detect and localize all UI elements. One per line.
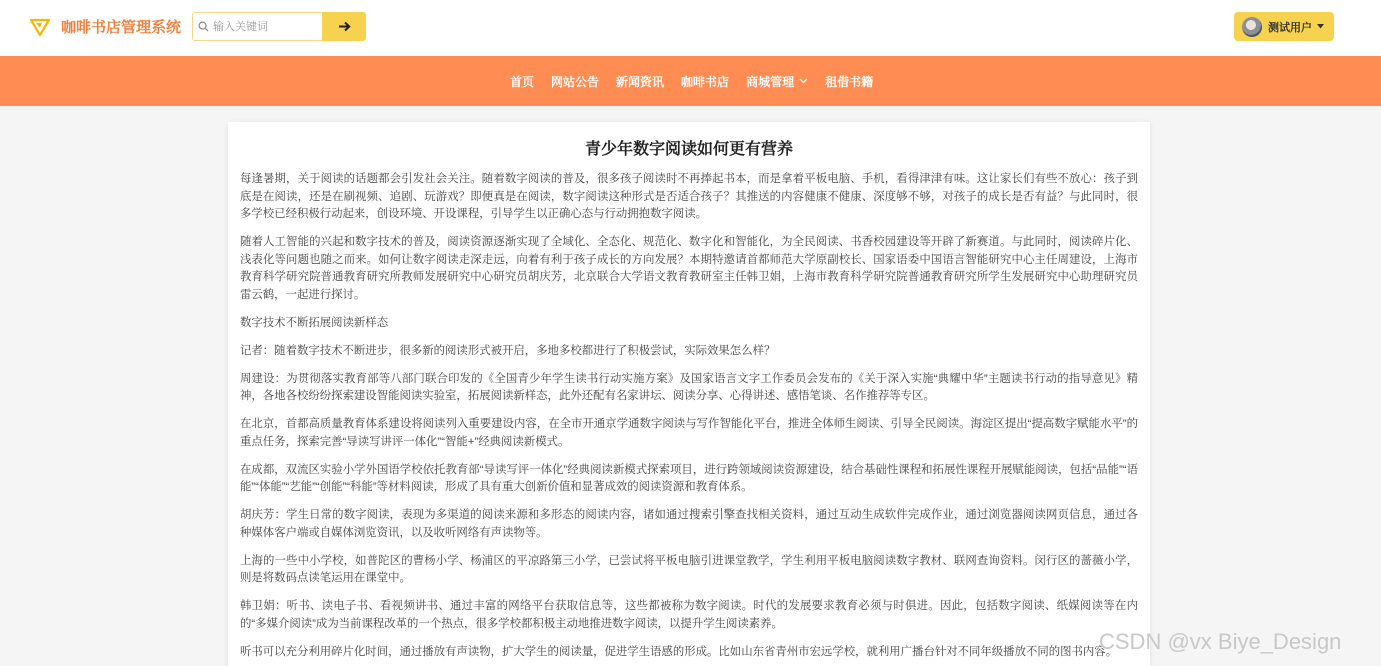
article-paragraph: 记者：随着数字技术不断进步，很多新的阅读形式被开启，多地多校都进行了积极尝试，实际效果怎么样？ — [240, 344, 776, 357]
paper-plane-icon[interactable] — [30, 17, 50, 37]
nav-list — [510, 56, 873, 106]
watermark: CSDN @vx Biye_Design — [1099, 629, 1342, 654]
article-paragraph: 每逢暑期，关于阅读的话题都会引发社会关注。随着数字阅读的普及，很多孩子阅读时不再捧起书本，而是拿着平板电脑、手机，看得津津有味。这让家长们有些不放心：孩子到底是在阅读，还是在刷视频、追剧、玩游戏？即便真是在阅读，数字阅读这种形式是否适合孩子？其推送的内容健康不健康、深度够不够，对孩子的成长是否有益？与此同时，很多学校已经积极行动起来，创设环境、开设课程，引导学生以正确心态与行动拥抱数字阅读。 — [240, 173, 1138, 220]
article-paragraph: 上海的一些中小学校，如普陀区的曹杨小学、杨浦区的平凉路第三小学，已尝试将平板电脑引进课堂教学，学生利用平板电脑阅读数字教材、联网查询资料。闵行区的蔷薇小学，则是将数码点读笔运用在课堂中。 — [240, 554, 1138, 584]
article-paragraph: 听书可以充分利用碎片化时间，通过播放有声读物，扩大学生的阅读量，促进学生语感的形成。比如山东省青州市宏远学校，就利用广播台针对不同年级播放不同的图书内容。 — [240, 645, 1118, 658]
search-input[interactable] — [213, 17, 318, 37]
article-paragraph: 随着人工智能的兴起和数字技术的普及，阅读资源逐渐实现了全域化、全态化、规范化、数字化和智能化，为全民阅读、书香校园建设等开辟了新赛道。与此同时，阅读碎片化、浅表化等问题也随之而来。如何让数字阅读走深走远，向着有利于孩子成长的方向发展？本期特邀请首都师范大学原副校长、国家语委中国语言智能研究中心主任周建设，上海市教育科学研究院普通教育研究所教师发展研究中心研究员胡庆芳，北京联合大学语文教育教研室主任韩卫娟，上海市教育科学研究院普通教育研究所学生发展研究中心助理研究员雷云鹤，一起进行探讨。 — [240, 236, 1138, 301]
nav-item-announcements[interactable]: 网站公告 — [551, 74, 600, 89]
nav-item-book-rental[interactable]: 租借书籍 — [825, 74, 874, 89]
search-box — [192, 12, 322, 41]
article-paragraph: 在成都，双流区实验小学外国语学校依托教育部“导读写评一体化”经典阅读新模式探索项目，进行跨领域阅读资源建设，结合基础性课程和拓展性课程开展赋能阅读，包括“品能”“语能”“体能”“艺能”“创能”“科能”等材料阅读，形成了具有重大创新价值和显著成效的阅读资源和教育体系。 — [240, 463, 1138, 493]
nav-item-coffee-bookstore[interactable]: 咖啡书店 — [681, 74, 730, 89]
chevron-down-icon — [799, 78, 808, 84]
article-card — [228, 122, 1150, 666]
article-paragraph: 在北京，首都高质量教育体系建设将阅读列入重要建设内容，在全市开通京学通数字阅读与写作智能化平台，推进全体师生阅读、引导全民阅读。海淀区提出“提高数字赋能水平”的重点任务，探索完善“导读写讲评一体化”“智能+”经典阅读新模式。 — [240, 418, 1138, 448]
article-title: 青少年数字阅读如何更有营养 — [584, 141, 793, 158]
main-nav — [0, 56, 1381, 106]
article-paragraph: 周建设：为贯彻落实教育部等八部门联合印发的《全国青少年学生读书行动实施方案》及国家语言文字工作委员会发布的《关于深入实施“典耀中华”主题读书行动的指导意见》精神，各地各校纷纷探索建设智能阅读实验室，拓展阅读新样态，此外还配有名家讲坛、阅读分享、心得讲述、感悟笔谈、名作推荐等专区。 — [240, 372, 1138, 402]
search-icon — [198, 21, 209, 32]
site-title[interactable]: 咖啡书店管理系统 — [61, 19, 182, 36]
nav-item-home[interactable]: 首页 — [510, 74, 535, 89]
nav-item-news[interactable]: 新闻资讯 — [616, 74, 665, 89]
user-menu-button[interactable] — [1234, 12, 1334, 41]
avatar — [1242, 17, 1262, 37]
caret-down-icon — [1317, 24, 1324, 29]
article-paragraph: 韩卫娟：听书、读电子书、看视频讲书、通过丰富的网络平台获取信息等，这些都被称为数字阅读。时代的发展要求教育必须与时俱进。因此，包括数字阅读、纸媒阅读等在内的“多媒介阅读”成为当前课程改革的一个热点，很多学校都积极主动地推进数字阅读，以提升学生阅读素养。 — [240, 600, 1138, 630]
article-paragraph: 胡庆芳：学生日常的数字阅读，表现为多渠道的阅读来源和多形态的阅读内容，诸如通过搜索引擎查找相关资料，通过互动生成软件完成作业，通过浏览器阅读网页信息，通过各种媒体客户端或自媒体浏览资讯，以及收听网络有声读物等。 — [240, 509, 1138, 539]
arrow-right-icon — [338, 21, 351, 32]
nav-item-mall-management[interactable]: 商城管理 — [746, 73, 808, 90]
top-header — [0, 0, 1381, 56]
article-subheading: 数字技术不断拓展阅读新样态 — [240, 316, 389, 329]
search-button[interactable] — [322, 12, 366, 41]
user-name: 测试用户 — [1268, 21, 1312, 34]
